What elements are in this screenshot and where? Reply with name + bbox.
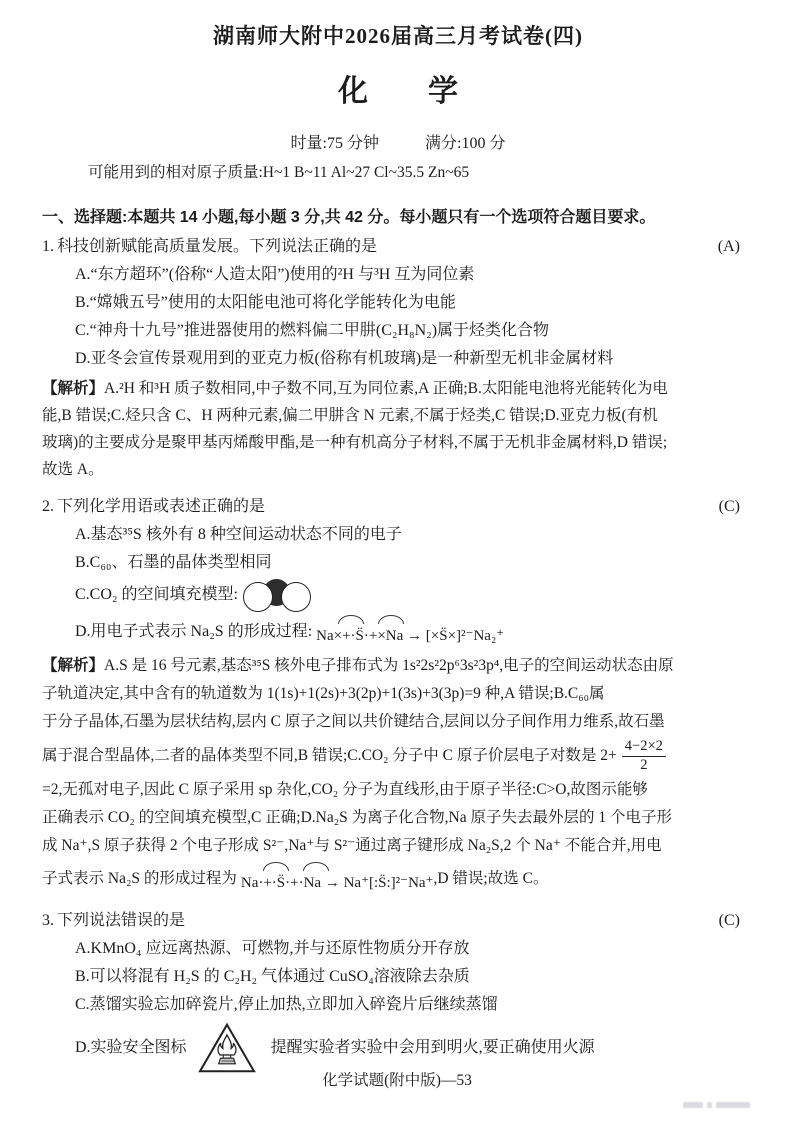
option-a: A.基态³⁵S 核外有 8 种空间运动状态不同的电子: [75, 526, 402, 543]
exam-full-score: 满分:100 分: [425, 135, 506, 152]
option-a: A.“东方超环”(俗称“人造太阳”)使用的²H 与³H 互为同位素: [75, 266, 475, 283]
analysis-text: 玻璃)的主要成分是聚甲基丙烯酸甲酯,是一种有机高分子材料,不属于无机非金属材料,D 错误;: [42, 434, 668, 451]
question-number: 3.: [42, 912, 54, 929]
question-stem: 2. 下列化学用语或表述正确的是: [42, 498, 266, 515]
answer-key: (C): [718, 912, 740, 929]
option-c: C.蒸馏实验忘加碎瓷片,停止加热,立即加入碎瓷片后继续蒸馏: [75, 996, 498, 1013]
analysis-block: [42, 375, 754, 483]
analysis-text: 能,B 错误;C.烃只含 C、H 两种元素,偏二甲肼含 N 元素,不属于烃类,C 错误;D.亚克力板(有机: [42, 407, 658, 424]
electron-dot-formula: Na·+·S̈·+·Na → Na⁺[:S̈:]²⁻Na⁺: [237, 860, 434, 897]
electron-transfer-arc: [378, 615, 404, 624]
option-c: C.CO₂ 的空间填充模型:: [42, 577, 754, 613]
page-footer-label: 化学试题(附中版)—53: [322, 1072, 472, 1089]
question-number: 1.: [42, 238, 54, 255]
question-2: [42, 493, 754, 897]
analysis-text: 属于混合型晶体,二者的晶体类型不同,B 错误;C.CO₂ 分子中 C 原子价层电子对数是 2+ $\frac{4-2\times 2}{2}$: [42, 736, 754, 776]
analysis-text: 成 Na⁺,S 原子获得 2 个电子形成 S²⁻,Na⁺与 S²⁻通过离子键形成 Na₂S,2 个 Na⁺ 不能合并,用电: [42, 837, 662, 854]
analysis-label: 【解析】: [42, 657, 105, 674]
analysis-text: 子式表示 Na₂S 的形成过程为 Na·+·S̈·+·Na → Na⁺[:S̈:]²⁻Na⁺ ,D 错误;故选 C。: [42, 860, 754, 897]
exam-meta: [42, 130, 754, 153]
electron-transfer-arc: [263, 862, 289, 871]
electron-transfer-arc: [303, 862, 329, 871]
analysis-text: 正确表示 CO₂ 的空间填充模型,C 正确;D.Na₂S 为离子化合物,Na 原子失去最外层的 1 个电子形: [42, 809, 672, 826]
atomic-mass-note: 可能用到的相对原子质量:H~1 B~11 Al~27 Cl~35.5 Zn~65: [88, 164, 470, 181]
electron-transfer-arc: [338, 615, 364, 624]
option-b: B.“嫦娥五号”使用的太阳能电池可将化学能转化为电能: [75, 294, 456, 311]
analysis-text: =2,无孤对电子,因此 C 原子采用 sp 杂化,CO₂ 分子为直线形,由于原子半径:C>O,故图示能够: [42, 781, 648, 798]
option-b: B.C₆₀、石墨的晶体类型相同: [75, 554, 272, 571]
fraction: [622, 738, 666, 774]
fraction-numerator: 4−2×2: [622, 738, 666, 756]
fraction-denominator: 2: [640, 756, 648, 773]
oxygen-atom-sphere: [243, 582, 273, 612]
question-stem: 3. 下列说法错误的是: [42, 912, 186, 929]
analysis-block: [42, 652, 754, 897]
analysis-label: 【解析】: [42, 380, 105, 397]
open-flame-safety-icon: [197, 1021, 257, 1075]
option-d: D.亚冬会宣传景观用到的亚克力板(俗称有机玻璃)是一种新型无机非金属材料: [75, 350, 614, 367]
exam-title: 湖南师大附中2026届高三月考试卷(四): [213, 24, 583, 48]
option-a: A.KMnO₄ 应远离热源、可燃物,并与还原性物质分开存放: [75, 940, 470, 957]
section-heading: 一、选择题:本题共 14 小题,每小题 3 分,共 42 分。每小题只有一个选项符合题目要求。: [42, 209, 656, 226]
oxygen-atom-sphere: [281, 582, 311, 612]
analysis-text: 于分子晶体,石墨为层状结构,层内 C 原子之间以共价键结合,层间以分子间作用力维系,故石墨: [42, 713, 665, 730]
subject-title: 化 学: [338, 75, 458, 108]
co2-space-filling-model-image: [243, 577, 311, 613]
answer-key: (A): [717, 238, 740, 255]
option-b: B.可以将混有 H₂S 的 C₂H₂ 气体通过 CuSO₄溶液除去杂质: [75, 968, 470, 985]
option-d: D.用电子式表示 Na₂S 的形成过程: Na×+·S̈·+×Na → [×S̈×]²⁻Na₂⁺: [42, 613, 754, 650]
analysis-text: 故选 A。: [42, 461, 104, 478]
answer-key: (C): [718, 498, 740, 515]
question-3: [42, 907, 754, 1077]
faint-watermark: [683, 1102, 750, 1108]
exam-duration: 时量:75 分钟: [290, 135, 379, 152]
option-c: C.“神舟十九号”推进器使用的燃料偏二甲肼(C₂H₈N₂)属于烃类化合物: [75, 322, 550, 339]
question-stem: 1. 科技创新赋能高质量发展。下列说法正确的是: [42, 238, 378, 255]
electron-dot-formula: Na×+·S̈·+×Na → [×S̈×]²⁻Na₂⁺: [312, 613, 504, 650]
option-d: D.实验安全图标 提醒实验者实验中会用到明火,要正确使用火源: [42, 1019, 754, 1077]
analysis-text: A.S 是 16 号元素,基态³⁵S 核外电子排布式为 1s²2s²2p⁶3s²3p⁴,电子的空间运动状态由原: [104, 657, 674, 674]
question-number: 2.: [42, 498, 54, 515]
analysis-text: 子轨道决定,其中含有的轨道数为 1(1s)+1(2s)+3(2p)+1(3s)+3(3p)=9 种,A 错误;B.C₆₀属: [42, 685, 605, 702]
question-1: [42, 233, 754, 483]
analysis-text: A.²H 和³H 质子数相同,中子数不同,互为同位素,A 正确;B.太阳能电池将光能转化为电: [104, 380, 668, 397]
